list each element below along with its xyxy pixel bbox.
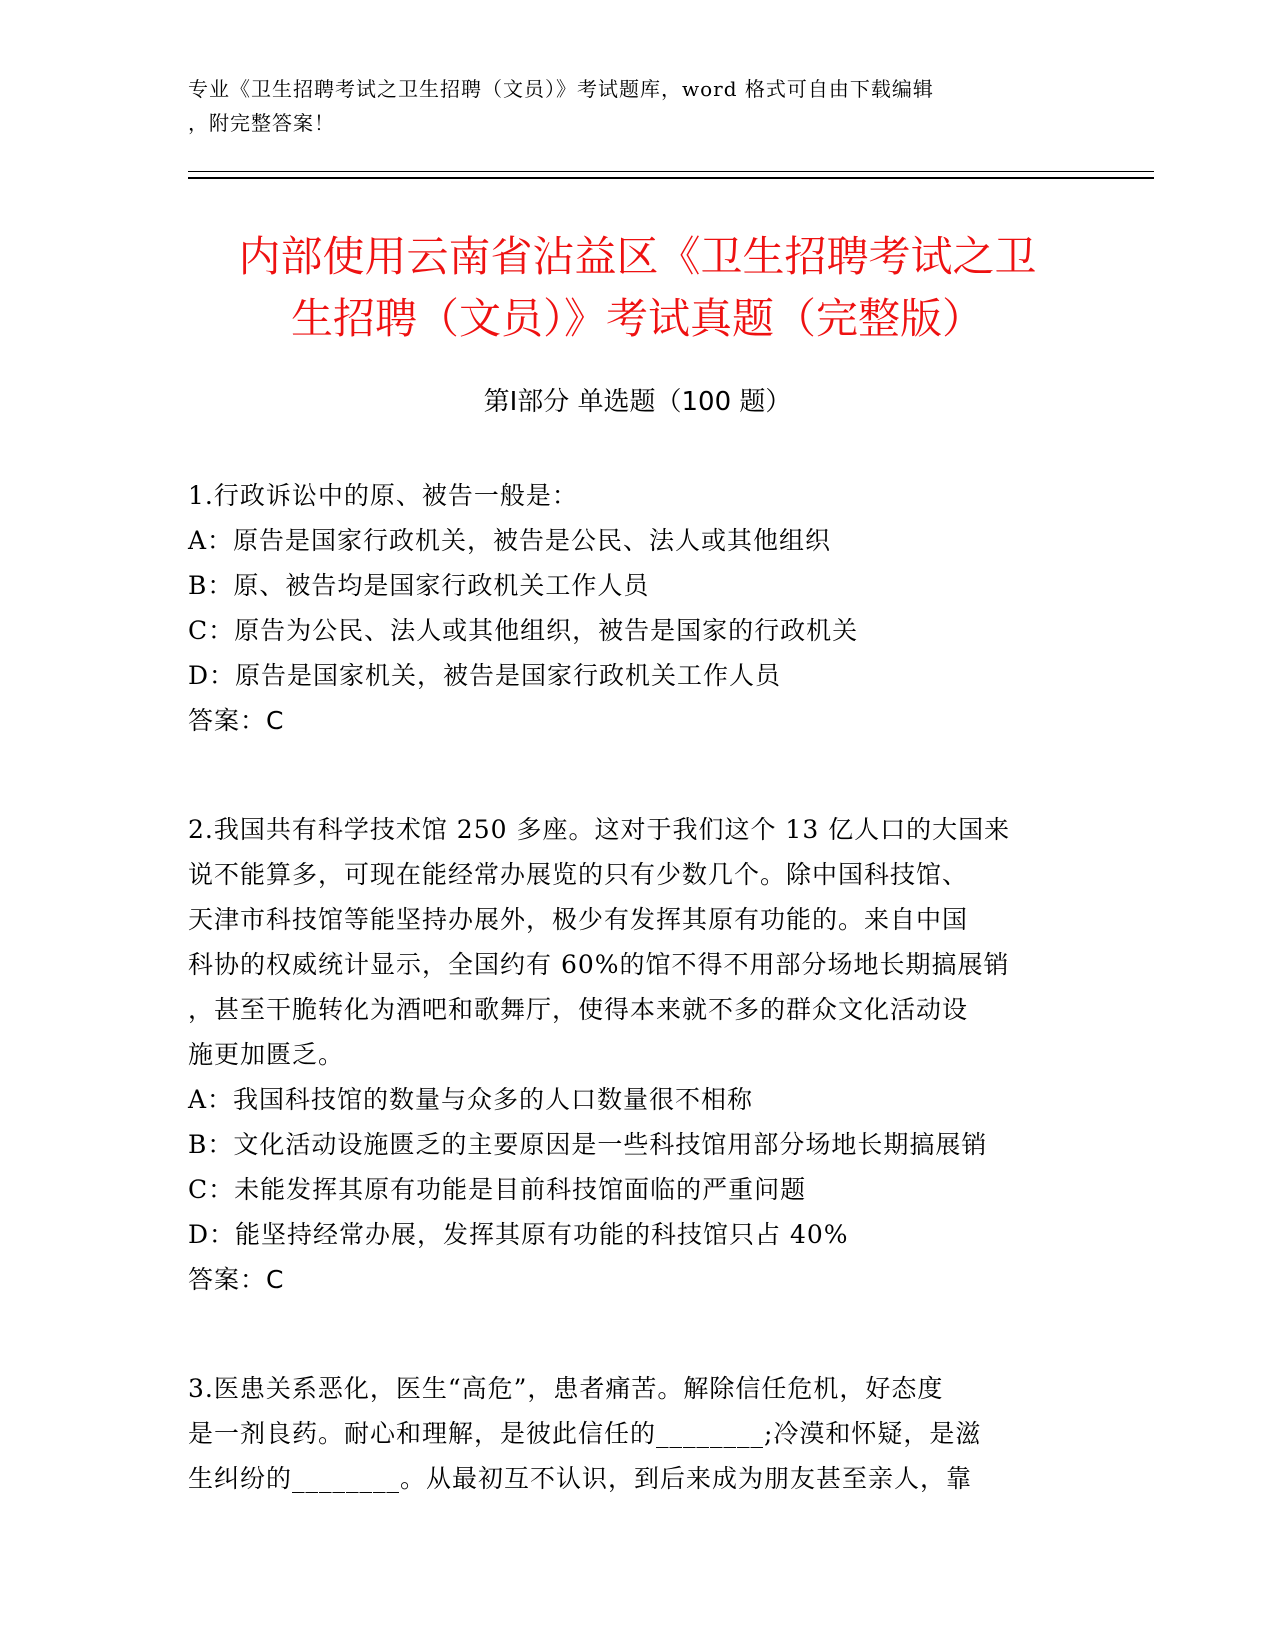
question-stem-line: 2.我国共有科学技术馆 250 多座。这对于我们这个 13 亿人口的大国来	[188, 815, 1011, 844]
option-b: B：文化活动设施匮乏的主要原因是一些科技馆用部分场地长期搞展销	[188, 1130, 988, 1159]
question-stem-line: 是一剂良药。耐心和理解，是彼此信任的________;冷漠和怀疑，是滋	[188, 1419, 982, 1448]
answer: 答案：C	[188, 1265, 285, 1294]
header-note	[188, 72, 1088, 140]
document-title-line-2: 生招聘（文员）》考试真题（完整版）	[290, 294, 984, 343]
question-stem-line: 科协的权威统计显示，全国约有 60%的馆不得不用部分场地长期搞展销	[188, 950, 1010, 979]
question-3	[188, 1366, 1088, 1501]
option-a: A：原告是国家行政机关，被告是公民、法人或其他组织	[188, 526, 832, 555]
question-stem-line: 施更加匮乏。	[188, 1040, 345, 1069]
question-spacer	[188, 743, 1088, 807]
question-stem-line: 天津市科技馆等能坚持办展外，极少有发挥其原有功能的。来自中国	[188, 905, 969, 934]
header-divider-thin	[188, 171, 1154, 172]
option-c: C：未能发挥其原有功能是目前科技馆面临的严重问题	[188, 1175, 807, 1204]
option-b: B：原、被告均是国家行政机关工作人员	[188, 571, 650, 600]
question-stem-line: 说不能算多，可现在能经常办展览的只有少数几个。除中国科技馆、	[188, 860, 969, 889]
question-stem-line: 3.医患关系恶化，医生“高危”，患者痛苦。解除信任危机，好态度	[188, 1374, 944, 1403]
option-c: C：原告为公民、法人或其他组织，被告是国家的行政机关	[188, 616, 859, 645]
header-note-line-1: 专业《卫生招聘考试之卫生招聘（文员）》考试题库，word 格式可自由下载编辑	[188, 77, 934, 101]
document-title-line-1: 内部使用云南省沾益区《卫生招聘考试之卫	[238, 232, 1037, 281]
question-2	[188, 807, 1088, 1302]
question-stem-line: 生纠纷的________。从最初互不认识，到后来成为朋友甚至亲人，靠	[188, 1464, 973, 1493]
question-list	[188, 473, 1088, 1501]
option-d: D：能坚持经常办展，发挥其原有功能的科技馆只占 40%	[188, 1220, 849, 1249]
question-1	[188, 473, 1088, 743]
header-divider-thick	[188, 177, 1154, 179]
option-d: D：原告是国家机关，被告是国家行政机关工作人员	[188, 661, 782, 690]
question-stem-line: 1.行政诉讼中的原、被告一般是：	[188, 481, 578, 510]
document-title	[160, 226, 1115, 350]
question-spacer	[188, 1302, 1088, 1366]
option-a: A：我国科技馆的数量与众多的人口数量很不相称	[188, 1085, 754, 1114]
question-stem-line: ，甚至干脆转化为酒吧和歌舞厅，使得本来就不多的群众文化活动设	[188, 995, 969, 1024]
header-note-line-2: ，附完整答案！	[188, 111, 335, 135]
answer: 答案：C	[188, 706, 285, 735]
section-heading: 第Ⅰ部分 单选题（100 题）	[483, 387, 792, 417]
